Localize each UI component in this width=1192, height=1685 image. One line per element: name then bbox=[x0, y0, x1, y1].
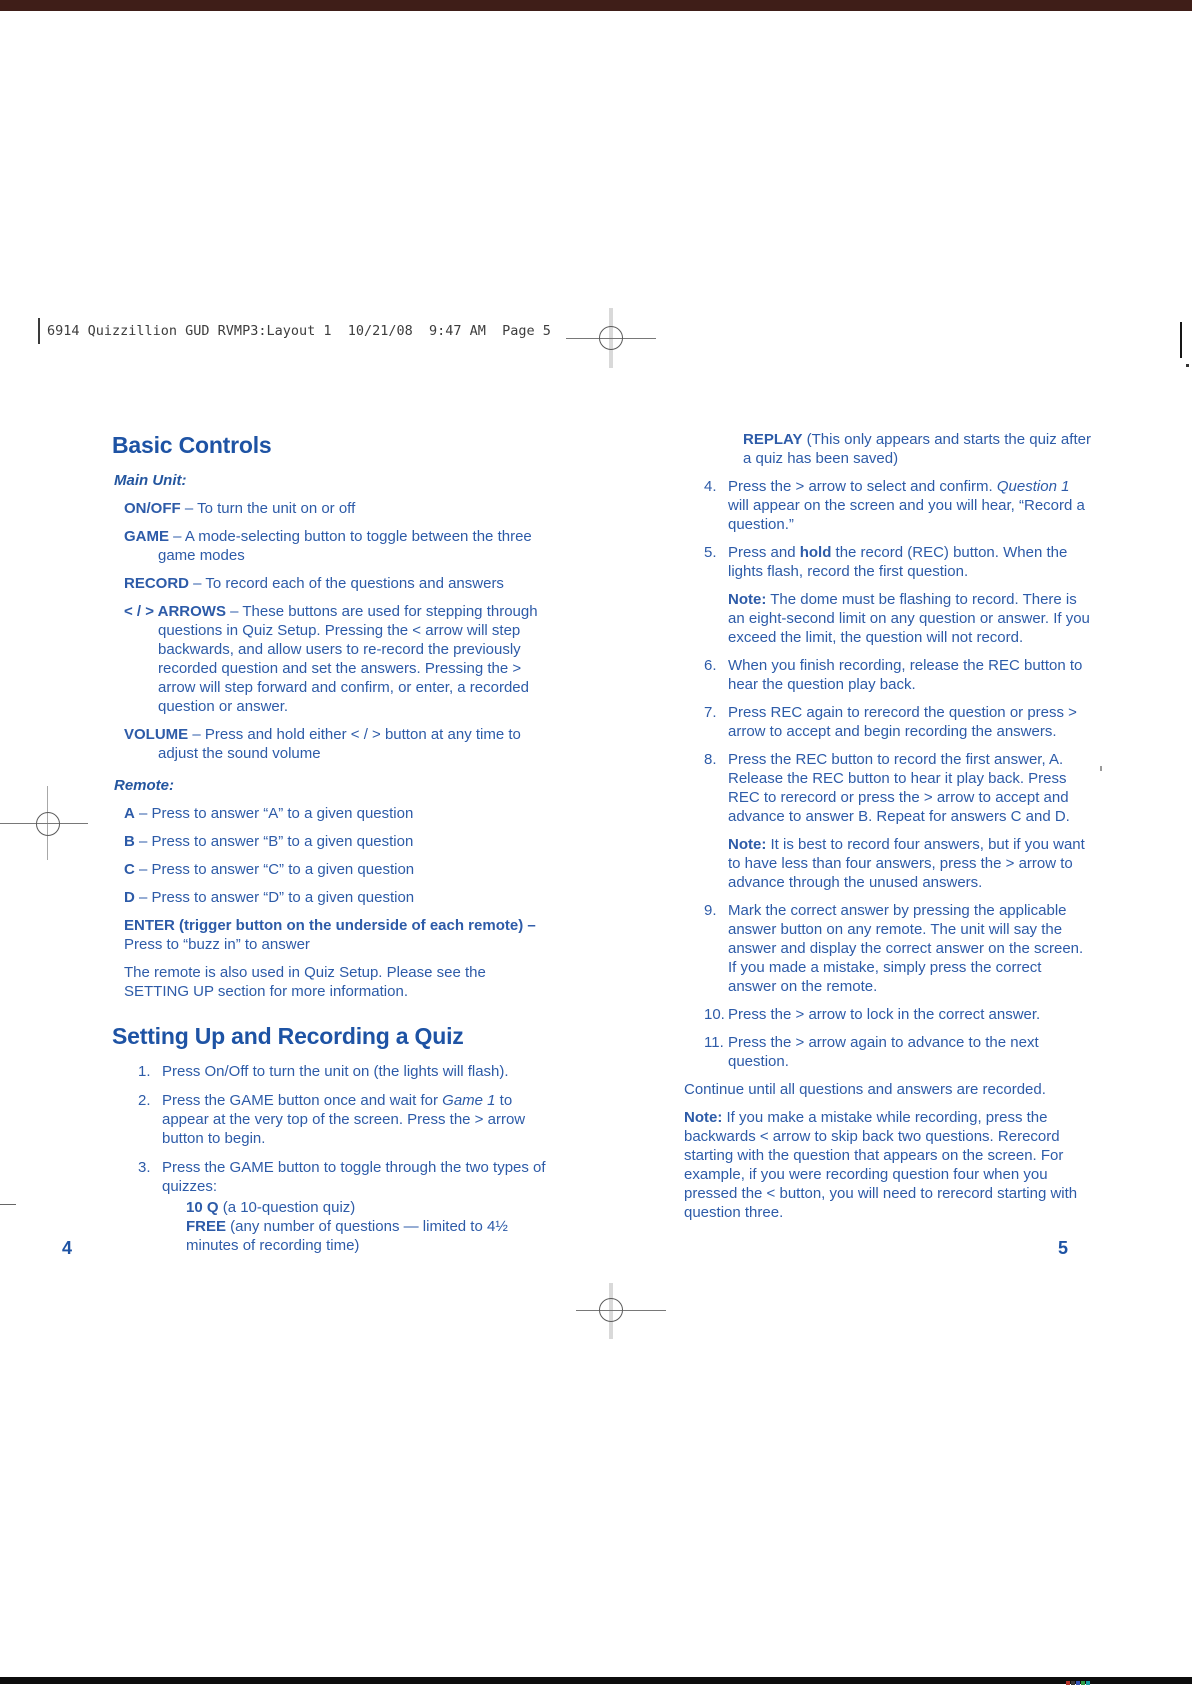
registration-color-dot bbox=[1066, 1681, 1070, 1685]
control-entry-volume: VOLUME – Press and hold either < / > button at any time to adjust the sound volume bbox=[124, 726, 521, 762]
recording-step-5: 5. Press and hold the record (REC) button. When the lights flash, record the first question. bbox=[704, 544, 1068, 580]
recording-step-8-note: Note: It is best to record four answers, but if you want to have less than four answers, press the > arrow to advance through the unused answers. bbox=[728, 836, 1085, 891]
heading-setting-up: Setting Up and Recording a Quiz bbox=[112, 1023, 464, 1049]
remote-entry-d: D – Press to answer “D” to a given question bbox=[124, 889, 415, 906]
recording-step-5-note: Note: The dome must be flashing to record. There is an eight-second limit on any question or answer. If you exceed the limit, the question will not record. bbox=[728, 591, 1090, 646]
slug-left-tick bbox=[38, 318, 40, 344]
slug-text: 6914 Quizzillion GUD RVMP3:Layout 1 10/21/08 9:47 AM Page 5 bbox=[47, 323, 551, 339]
recording-step-7: 7. Press REC again to rerecord the question or press > arrow to accept and begin recording the answers. bbox=[704, 704, 1077, 740]
remote-entry-enter: ENTER (trigger button on the underside of each remote) – Press to “buzz in” to answer bbox=[124, 917, 536, 953]
recording-step-9: 9. Mark the correct answer by pressing the applicable answer button on any remote. The unit will say the answer and display the correct answer on the screen. If you made a mistake, simply press the correct answer on the remote. bbox=[704, 902, 1084, 995]
registration-color-dot bbox=[1076, 1681, 1080, 1685]
replay-entry: REPLAY (This only appears and starts the quiz after a quiz has been saved) bbox=[743, 431, 1091, 467]
recording-step-4: 4. Press the > arrow to select and confirm. Question 1 will appear on the screen and you will hear, “Record a question.” bbox=[704, 478, 1085, 533]
quiz-type-10q: 10 Q (a 10-question quiz) bbox=[186, 1199, 356, 1216]
left-column bbox=[112, 432, 546, 1265]
bottom-edge-bar bbox=[0, 1677, 1192, 1684]
remote-entry-a: A – Press to answer “A” to a given question bbox=[124, 805, 414, 822]
final-note: Note: If you make a mistake while recording, press the backwards < arrow to skip back two questions. Rerecord starting with the question that appears on the screen. For example, if you were recording question four when you pressed the < button, you will need to rerecord starting with question three. bbox=[684, 1109, 1078, 1221]
main-unit-label: Main Unit: bbox=[114, 472, 187, 489]
top-edge-bar bbox=[0, 0, 1192, 11]
crop-mark-right bbox=[1180, 322, 1182, 358]
setup-step-1: 1. Press On/Off to turn the unit on (the lights will flash). bbox=[138, 1063, 509, 1080]
recording-step-11: 11. Press the > arrow again to advance to the next question. bbox=[704, 1034, 1039, 1070]
edge-mark-right bbox=[1100, 766, 1102, 771]
crop-mark-left-tick bbox=[0, 1204, 16, 1205]
setup-step-2: 2. Press the GAME button once and wait for Game 1 to appear at the very top of the screen. Press the > arrow button to begin. bbox=[138, 1092, 526, 1147]
continue-paragraph: Continue until all questions and answers are recorded. bbox=[684, 1081, 1046, 1098]
page-number-left: 4 bbox=[62, 1238, 73, 1258]
right-column bbox=[684, 430, 1091, 1231]
registration-color-dot bbox=[1081, 1681, 1085, 1685]
control-entry-onoff: ON/OFF – To turn the unit on or off bbox=[124, 500, 356, 517]
crop-mark-right-dot bbox=[1186, 364, 1189, 367]
registration-color-dot bbox=[1086, 1681, 1090, 1685]
quiz-type-free: FREE (any number of questions — limited to 4½ minutes of recording time) bbox=[186, 1218, 508, 1254]
heading-basic-controls: Basic Controls bbox=[112, 432, 272, 458]
remote-label: Remote: bbox=[114, 777, 175, 794]
recording-step-8: 8. Press the REC button to record the first answer, A. Release the REC button to hear it play back. Press REC to rerecord or press the > arrow to accept and advance to answer B. Repeat for answers C and D. bbox=[704, 751, 1070, 825]
control-entry-arrows: < / > ARROWS – These buttons are used for stepping through questions in Quiz Setup. Pressing the < arrow will step backwards, and allow users to re-record the previously recorded question and set the answers. Pressing the > arrow will step forward and confirm, or enter, a recorded question or answer. bbox=[124, 603, 538, 715]
control-entry-game: GAME – A mode-selecting button to toggle between the three game modes bbox=[124, 528, 532, 564]
recording-step-10: 10. Press the > arrow to lock in the correct answer. bbox=[704, 1006, 1041, 1023]
registration-color-dot bbox=[1071, 1681, 1075, 1685]
remote-entry-c: C – Press to answer “C” to a given question bbox=[124, 861, 415, 878]
remote-entry-b: B – Press to answer “B” to a given question bbox=[124, 833, 414, 850]
recording-step-6: 6. When you finish recording, release the REC button to hear the question play back. bbox=[704, 657, 1083, 693]
print-slug-line bbox=[38, 318, 551, 344]
remote-paragraph: The remote is also used in Quiz Setup. Please see the SETTING UP section for more information. bbox=[124, 964, 486, 1000]
setup-step-3: 3. Press the GAME button to toggle through the two types of quizzes: bbox=[138, 1159, 546, 1195]
page-number-right: 5 bbox=[1058, 1238, 1069, 1258]
control-entry-record: RECORD – To record each of the questions and answers bbox=[124, 575, 504, 592]
